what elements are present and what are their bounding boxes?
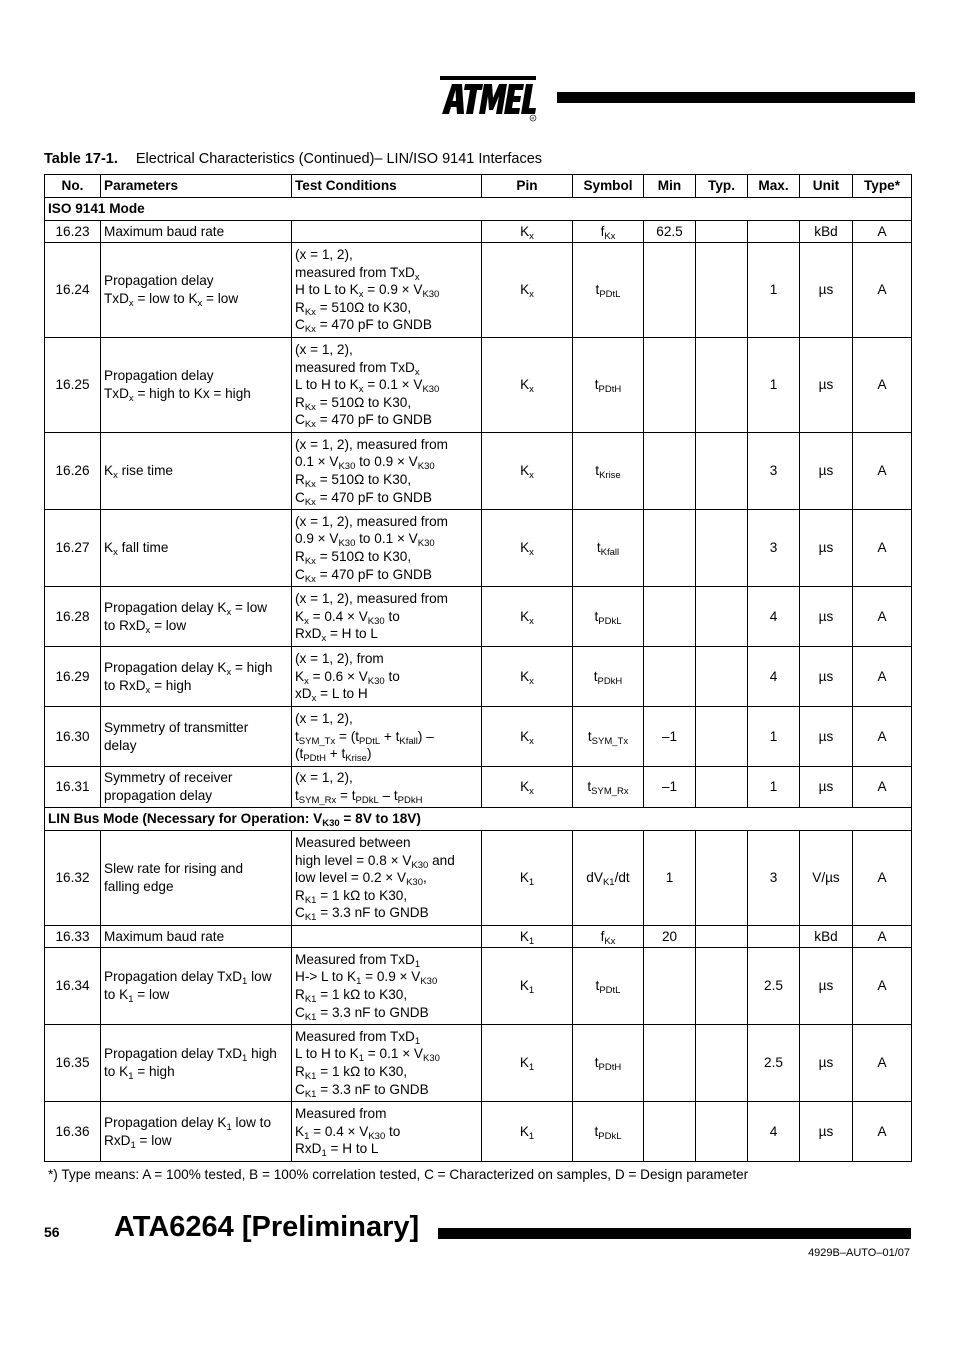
cell-pin: $K_x$ bbox=[482, 243, 573, 338]
cell-typ bbox=[696, 707, 748, 767]
cell-cond: (x = 1, 2), measured from $0.1 \times V_{K30}$ to $0.9 \times V_{K30}$ $R_{Kx} = 510\Omega$ to K30, $C_{Kx} = 470$ pF to GNDB bbox=[292, 433, 482, 510]
cell-no: 16.25 bbox=[45, 338, 101, 433]
cell-cond: (x = 1, 2), $t_{SYM\_Rx} = t_{PDkL} - t_{PDkH}$ bbox=[292, 767, 482, 808]
cell-unit: µs bbox=[800, 948, 853, 1025]
cell-pin: $K_x$ bbox=[482, 510, 573, 587]
cell-typ bbox=[696, 1025, 748, 1102]
cell-unit: µs bbox=[800, 243, 853, 338]
cell-param: Slew rate for rising and falling edge bbox=[101, 831, 292, 926]
table-row bbox=[45, 1102, 912, 1162]
cell-max bbox=[748, 221, 800, 243]
col-header-typ: Typ. bbox=[696, 175, 748, 198]
cell-max: 3 bbox=[748, 510, 800, 587]
table-caption bbox=[44, 151, 542, 167]
cell-min: –1 bbox=[644, 767, 696, 808]
cell-unit: µs bbox=[800, 707, 853, 767]
cell-typ bbox=[696, 221, 748, 243]
cell-cond: (x = 1, 2), from $K_x = 0.6 \times V_{K30}$ to $xD_x = L$ to H bbox=[292, 647, 482, 707]
cell-no: 16.23 bbox=[45, 221, 101, 243]
cell-no: 16.28 bbox=[45, 587, 101, 647]
cell-max: 1 bbox=[748, 338, 800, 433]
cell-pin: $K_1$ bbox=[482, 1025, 573, 1102]
cell-pin: $K_1$ bbox=[482, 1102, 573, 1162]
cell-pin: $K_x$ bbox=[482, 647, 573, 707]
cell-no: 16.31 bbox=[45, 767, 101, 808]
cell-param: Propagation delay $K_x$ = low to RxD$_x$ = low bbox=[101, 587, 292, 647]
header-rule bbox=[557, 92, 915, 103]
cell-max: 1 bbox=[748, 243, 800, 338]
table-caption-title: Electrical Characteristics (Continued)– LIN/ISO 9141 Interfaces bbox=[135, 151, 543, 167]
cell-max: 1 bbox=[748, 707, 800, 767]
cell-sym: $t_{PDtL}$ bbox=[573, 948, 644, 1025]
cell-max: 3 bbox=[748, 831, 800, 926]
cell-no: 16.35 bbox=[45, 1025, 101, 1102]
cell-max: 4 bbox=[748, 647, 800, 707]
cell-unit: µs bbox=[800, 338, 853, 433]
cell-typ bbox=[696, 767, 748, 808]
cell-type: A bbox=[853, 707, 912, 767]
table-row bbox=[45, 767, 912, 808]
cell-min: 1 bbox=[644, 831, 696, 926]
cell-param: Propagation delay TxD$_1$ high to $K_1$ = high bbox=[101, 1025, 292, 1102]
document-title: ATA6264 [Preliminary] bbox=[114, 1211, 420, 1243]
cell-type: A bbox=[853, 926, 912, 948]
table-row bbox=[45, 707, 912, 767]
cell-min bbox=[644, 510, 696, 587]
cell-param: Maximum baud rate bbox=[101, 221, 292, 243]
table-header-row bbox=[45, 175, 912, 198]
cell-type: A bbox=[853, 338, 912, 433]
table-row bbox=[45, 221, 912, 243]
cell-typ bbox=[696, 926, 748, 948]
cell-param: Propagation delay TxD$_1$ low to $K_1$ = low bbox=[101, 948, 292, 1025]
cell-min bbox=[644, 948, 696, 1025]
cell-sym: $t_{PDkL}$ bbox=[573, 587, 644, 647]
col-header-test-conditions: Test Conditions bbox=[292, 175, 482, 198]
cell-unit: µs bbox=[800, 587, 853, 647]
section-row-iso9141 bbox=[45, 198, 912, 221]
cell-min bbox=[644, 433, 696, 510]
cell-type: A bbox=[853, 831, 912, 926]
cell-cond: Measured from $K_1 = 0.4 \times V_{K30}$ to RxD$_1$ = H to L bbox=[292, 1102, 482, 1162]
cell-sym: $t_{SYM\_Rx}$ bbox=[573, 767, 644, 808]
cell-min bbox=[644, 338, 696, 433]
cell-type: A bbox=[853, 1025, 912, 1102]
cell-pin: $K_1$ bbox=[482, 948, 573, 1025]
cell-cond bbox=[292, 926, 482, 948]
cell-no: 16.34 bbox=[45, 948, 101, 1025]
cell-cond: (x = 1, 2), measured from TxD$_x$ L to H to $K_x = 0.1 \times V_{K30}$ $R_{Kx} = 510\Omega$ to K30, $C_{Kx} = 470$ pF to GNDB bbox=[292, 338, 482, 433]
cell-typ bbox=[696, 587, 748, 647]
cell-sym: $f_{Kx}$ bbox=[573, 926, 644, 948]
cell-cond: Measured from TxD$_1$ L to H to $K_1 = 0.1 \times V_{K30}$ $R_{K1} = 1$ kΩ to K30, $C_{K1} = 3.3$ nF to GNDB bbox=[292, 1025, 482, 1102]
cell-type: A bbox=[853, 221, 912, 243]
cell-param: Symmetry of transmitter delay bbox=[101, 707, 292, 767]
cell-max: 4 bbox=[748, 1102, 800, 1162]
table-row bbox=[45, 338, 912, 433]
cell-unit: V/µs bbox=[800, 831, 853, 926]
svg-text:R: R bbox=[531, 115, 535, 121]
cell-typ bbox=[696, 243, 748, 338]
cell-sym: $t_{PDtH}$ bbox=[573, 338, 644, 433]
cell-unit: µs bbox=[800, 647, 853, 707]
col-header-symbol: Symbol bbox=[573, 175, 644, 198]
cell-typ bbox=[696, 948, 748, 1025]
cell-no: 16.27 bbox=[45, 510, 101, 587]
cell-min bbox=[644, 1102, 696, 1162]
col-header-max: Max. bbox=[748, 175, 800, 198]
table-row bbox=[45, 948, 912, 1025]
cell-min bbox=[644, 647, 696, 707]
cell-unit: µs bbox=[800, 1102, 853, 1162]
cell-sym: $t_{PDtL}$ bbox=[573, 243, 644, 338]
cell-type: A bbox=[853, 767, 912, 808]
cell-min: 62.5 bbox=[644, 221, 696, 243]
cell-type: A bbox=[853, 647, 912, 707]
cell-cond bbox=[292, 221, 482, 243]
cell-no: 16.36 bbox=[45, 1102, 101, 1162]
section-title-lin-bus: LIN Bus Mode (Necessary for Operation: $V_{K30} = 8V$ to 18V) bbox=[45, 808, 912, 831]
cell-no: 16.24 bbox=[45, 243, 101, 338]
cell-sym: $f_{Kx}$ bbox=[573, 221, 644, 243]
cell-sym: $t_{PDtH}$ bbox=[573, 1025, 644, 1102]
cell-unit: µs bbox=[800, 1025, 853, 1102]
cell-no: 16.33 bbox=[45, 926, 101, 948]
table-row bbox=[45, 647, 912, 707]
cell-param: Maximum baud rate bbox=[101, 926, 292, 948]
table-row bbox=[45, 926, 912, 948]
cell-sym: $t_{Kfall}$ bbox=[573, 510, 644, 587]
cell-no: 16.30 bbox=[45, 707, 101, 767]
col-header-type: Type* bbox=[853, 175, 912, 198]
cell-pin: $K_1$ bbox=[482, 831, 573, 926]
cell-unit: µs bbox=[800, 510, 853, 587]
cell-param: Propagation delay $K_x$ = high to RxD$_x$ = high bbox=[101, 647, 292, 707]
cell-typ bbox=[696, 433, 748, 510]
cell-no: 16.29 bbox=[45, 647, 101, 707]
cell-min bbox=[644, 587, 696, 647]
cell-unit: kBd bbox=[800, 926, 853, 948]
cell-pin: $K_x$ bbox=[482, 433, 573, 510]
section-row-lin-bus bbox=[45, 808, 912, 831]
cell-pin: $K_x$ bbox=[482, 338, 573, 433]
cell-cond: (x = 1, 2), measured from $K_x = 0.4 \times V_{K30}$ to RxD$_x$ = H to L bbox=[292, 587, 482, 647]
cell-pin: $K_x$ bbox=[482, 707, 573, 767]
cell-no: 16.32 bbox=[45, 831, 101, 926]
cell-pin: $K_x$ bbox=[482, 587, 573, 647]
cell-type: A bbox=[853, 948, 912, 1025]
document-code: 4929B–AUTO–01/07 bbox=[808, 1247, 910, 1259]
table-row bbox=[45, 433, 912, 510]
cell-param: $K_x$ rise time bbox=[101, 433, 292, 510]
atmel-logo bbox=[438, 72, 538, 122]
cell-max: 1 bbox=[748, 767, 800, 808]
cell-max bbox=[748, 926, 800, 948]
cell-min: –1 bbox=[644, 707, 696, 767]
cell-pin: $K_x$ bbox=[482, 767, 573, 808]
cell-unit: µs bbox=[800, 767, 853, 808]
cell-type: A bbox=[853, 243, 912, 338]
cell-sym: $t_{PDkL}$ bbox=[573, 1102, 644, 1162]
cell-max: 2.5 bbox=[748, 948, 800, 1025]
cell-type: A bbox=[853, 587, 912, 647]
cell-param: Propagation delay TxD$_x$ = high to Kx = high bbox=[101, 338, 292, 433]
cell-min bbox=[644, 1025, 696, 1102]
cell-cond: Measured between high level = $0.8 \times V_{K30}$ and low level = $0.2 \times V_{K30}$, $R_{K1} = 1$ kΩ to K30, $C_{K1} = 3.3$ nF to GNDB bbox=[292, 831, 482, 926]
cell-min bbox=[644, 243, 696, 338]
cell-unit: kBd bbox=[800, 221, 853, 243]
col-header-min: Min bbox=[644, 175, 696, 198]
cell-cond: (x = 1, 2), $t_{SYM\_Tx} = (t_{PDtL} + t_{Kfall})$ – $(t_{PDtH} + t_{Krise})$ bbox=[292, 707, 482, 767]
cell-max: 2.5 bbox=[748, 1025, 800, 1102]
cell-typ bbox=[696, 510, 748, 587]
cell-param: Propagation delay TxD$_x$ = low to $K_x$ = low bbox=[101, 243, 292, 338]
footnote: *) Type means: A = 100% tested, B = 100% correlation tested, C = Characterized on samples, D = Design parameter bbox=[48, 1167, 749, 1182]
table-row bbox=[45, 831, 912, 926]
electrical-characteristics-table bbox=[44, 174, 912, 1162]
cell-pin: $K_x$ bbox=[482, 221, 573, 243]
cell-max: 4 bbox=[748, 587, 800, 647]
col-header-unit: Unit bbox=[800, 175, 853, 198]
cell-typ bbox=[696, 831, 748, 926]
cell-no: 16.26 bbox=[45, 433, 101, 510]
table-row bbox=[45, 243, 912, 338]
section-title-iso9141: ISO 9141 Mode bbox=[45, 198, 912, 221]
page-number: 56 bbox=[44, 1224, 60, 1240]
cell-max: 3 bbox=[748, 433, 800, 510]
table-body bbox=[45, 198, 912, 1162]
cell-typ bbox=[696, 1102, 748, 1162]
cell-cond: (x = 1, 2), measured from TxD$_x$ H to L to $K_x = 0.9 \times V_{K30}$ $R_{Kx} = 510\Omega$ to K30, $C_{Kx} = 470$ pF to GNDB bbox=[292, 243, 482, 338]
cell-cond: Measured from TxD$_1$ H-> L to $K_1 = 0.9 \times V_{K30}$ $R_{K1} = 1$ kΩ to K30, $C_{K1} = 3.3$ nF to GNDB bbox=[292, 948, 482, 1025]
cell-min: 20 bbox=[644, 926, 696, 948]
cell-type: A bbox=[853, 433, 912, 510]
cell-param: Symmetry of receiver propagation delay bbox=[101, 767, 292, 808]
col-header-parameters: Parameters bbox=[101, 175, 292, 198]
table-caption-label: Table 17-1. bbox=[44, 151, 118, 167]
table-row bbox=[45, 1025, 912, 1102]
cell-unit: µs bbox=[800, 433, 853, 510]
cell-sym: $t_{PDkH}$ bbox=[573, 647, 644, 707]
cell-pin: $K_1$ bbox=[482, 926, 573, 948]
cell-sym: $t_{Krise}$ bbox=[573, 433, 644, 510]
col-header-pin: Pin bbox=[482, 175, 573, 198]
footer-rule bbox=[438, 1228, 911, 1239]
cell-param: Propagation delay $K_1$ low to RxD$_1$ = low bbox=[101, 1102, 292, 1162]
cell-type: A bbox=[853, 1102, 912, 1162]
cell-cond: (x = 1, 2), measured from $0.9 \times V_{K30}$ to $0.1 \times V_{K30}$ $R_{Kx} = 510\Omega$ to K30, $C_{Kx} = 470$ pF to GNDB bbox=[292, 510, 482, 587]
table-row bbox=[45, 510, 912, 587]
cell-param: $K_x$ fall time bbox=[101, 510, 292, 587]
col-header-no: No. bbox=[45, 175, 101, 198]
cell-typ bbox=[696, 338, 748, 433]
cell-sym: $t_{SYM\_Tx}$ bbox=[573, 707, 644, 767]
cell-sym: $dV_{K1}/dt$ bbox=[573, 831, 644, 926]
cell-typ bbox=[696, 647, 748, 707]
table-row bbox=[45, 587, 912, 647]
cell-type: A bbox=[853, 510, 912, 587]
